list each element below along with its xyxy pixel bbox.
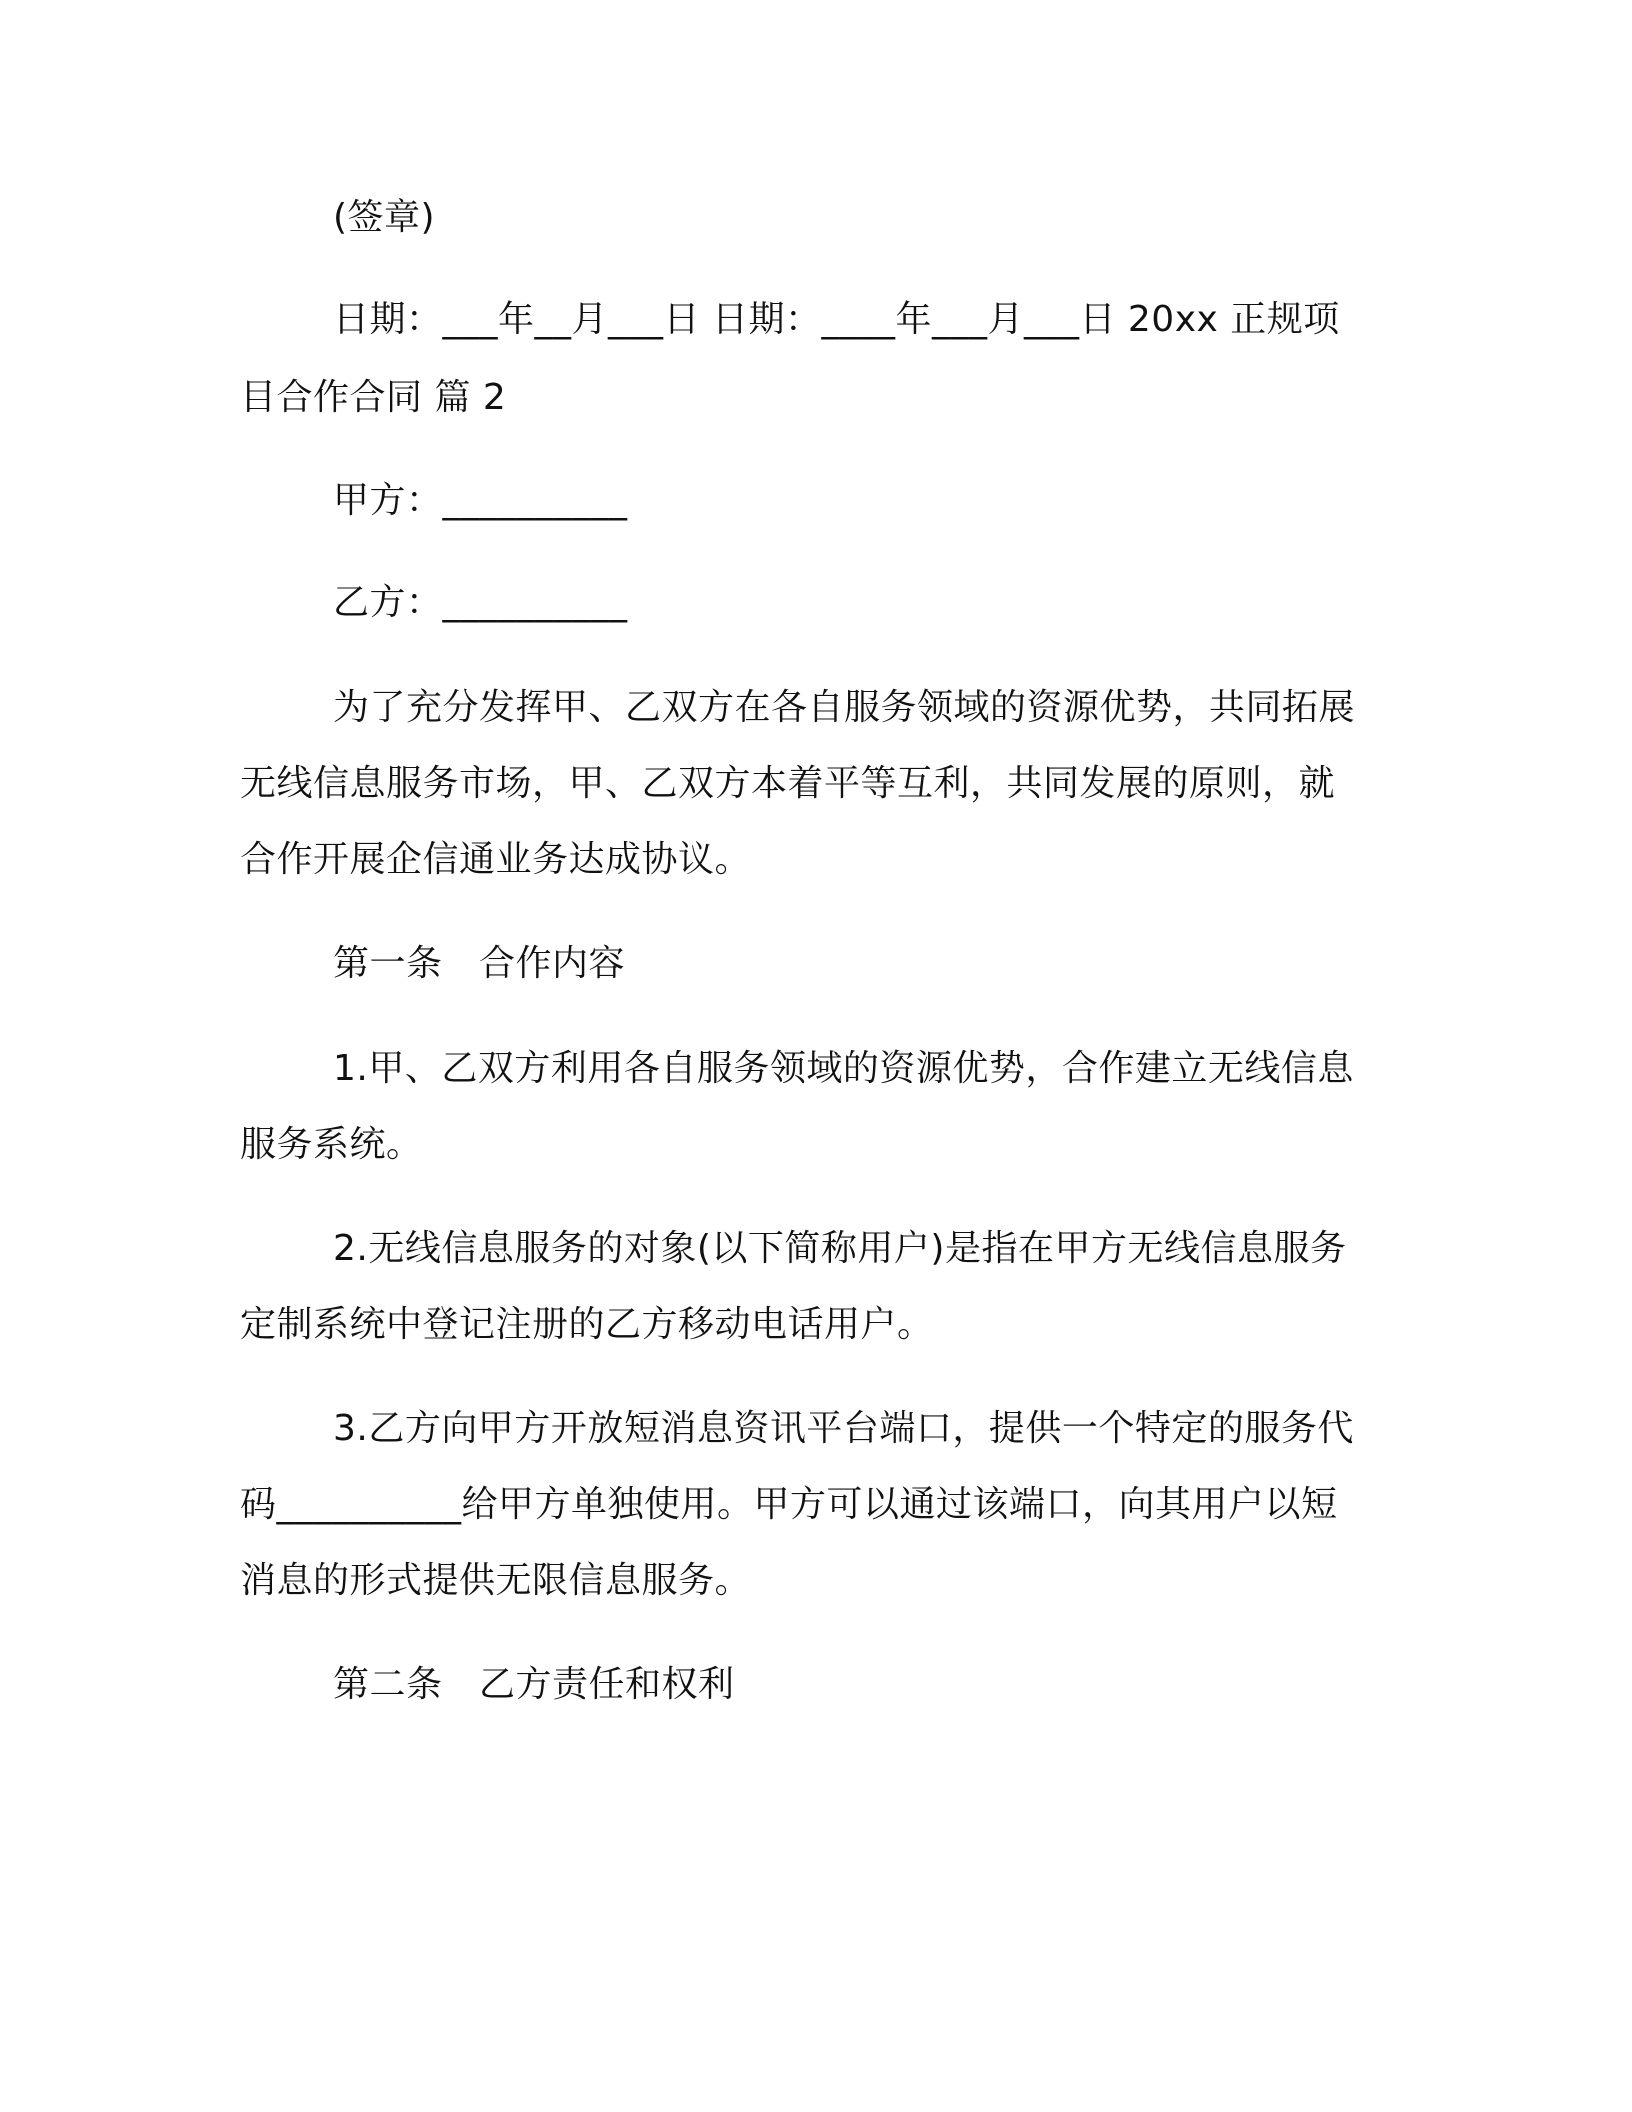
party-b-line: 乙方：__________ [333,582,628,623]
intro-paragraph-line: 合作开展企信通业务达成协议。 [240,839,752,880]
item-1-line: 服务系统。 [240,1124,423,1165]
signature-line: (签章) [333,197,436,238]
item-2-line: 定制系统中登记注册的乙方移动电话用户。 [240,1304,934,1345]
item-3-line: 3.乙方向甲方开放短消息资讯平台端口，提供一个特定的服务代 [333,1408,1354,1449]
contract-title-continuation: 目合作合同 篇 2 [240,377,507,418]
item-3-line: 消息的形式提供无限信息服务。 [240,1560,752,1601]
item-1-line: 1.甲、乙双方利用各自服务领域的资源优势，合作建立无线信息 [333,1048,1354,1089]
intro-paragraph-line: 为了充分发挥甲、乙双方在各自服务领域的资源优势，共同拓展 [333,687,1356,728]
date-line: 日期：___年__月___日 日期：____年___月___日 20xx 正规项 [333,299,1340,340]
article-2-heading: 第二条 乙方责任和权利 [333,1664,735,1705]
party-a-line: 甲方：__________ [333,480,628,521]
item-3-line: 码__________给甲方单独使用。甲方可以通过该端口，向其用户以短 [240,1484,1338,1525]
intro-paragraph-line: 无线信息服务市场，甲、乙双方本着平等互利，共同发展的原则，就 [240,763,1336,804]
article-1-heading: 第一条 合作内容 [333,943,626,984]
item-2-line: 2.无线信息服务的对象(以下简称用户)是指在甲方无线信息服务 [333,1228,1347,1269]
